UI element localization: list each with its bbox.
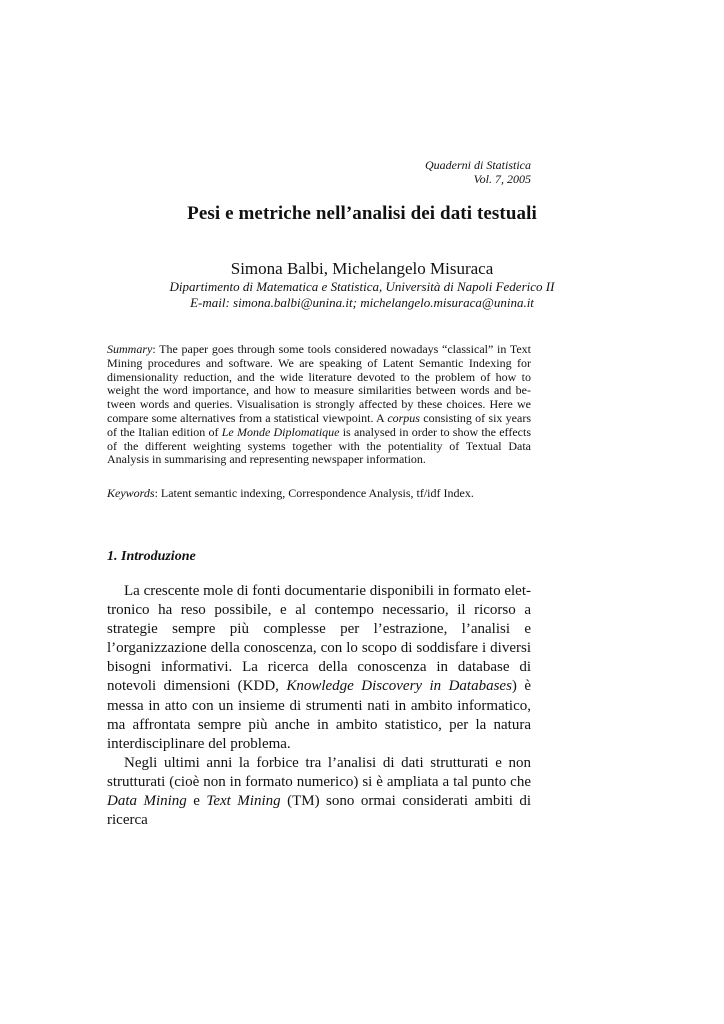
section-title: 1. Introduzione <box>107 549 196 564</box>
abstract <box>107 343 531 467</box>
p2-data-mining: Data Mining <box>107 793 187 810</box>
p1-text-2: ) è messa in atto con un insieme di strumenti nati in ambito informatico, ma affrontata sempre più anche in ambito statistico, per la natura interdisciplinare del problema. <box>107 678 531 752</box>
p2-text-1: Negli ultimi anni la forbice tra l’analisi di dati strutturati e non strutturati (cioè non in formato numerico) si è ampliata a tal punto che <box>107 754 531 790</box>
p2-text-2: e <box>186 793 207 810</box>
journal-header <box>425 158 531 186</box>
affiliation: Dipartimento di Matematica e Statistica, Università di Napoli Federico II <box>169 279 555 294</box>
paper-authors: Simona Balbi, Michelangelo Misuraca <box>230 259 494 278</box>
summary-corpus: corpus <box>387 410 420 425</box>
p1-kdd: Knowledge Discovery in Databases <box>286 678 512 695</box>
email: E-mail: simona.balbi@unina.it; michelangelo.misuraca@unina.it <box>190 295 534 310</box>
paragraph-1 <box>107 582 531 754</box>
paragraph-2 <box>107 754 531 830</box>
p1-text-1: La crescente mole di fonti documentarie disponibili in formato elettronico ha reso possibile, e al contempo necessario, il ricorso a strategie sempre più complesse per l’estrazione, l’analisi e l’organizzazione della conoscenza, con lo scopo di soddisfare i diversi bisogni informativi. La ricerca della conoscenza in database di notevoli dimensioni (KDD, <box>107 583 531 695</box>
journal-name: Quaderni di Statistica <box>425 158 531 172</box>
summary-text-2: consisting of six years of the Italian edition of <box>107 410 531 439</box>
body-text <box>107 582 531 830</box>
p2-text-mining: Text Mining <box>206 793 281 810</box>
p2-text-3: (TM) sono ormai considerati ambiti di ricerca <box>107 793 531 829</box>
summary-monde: Le Monde Diplomatique <box>221 424 340 439</box>
paper-title: Pesi e metriche nell’analisi dei dati testuali <box>187 203 537 224</box>
summary-label: Summary <box>107 342 153 356</box>
keywords-text: : Latent semantic indexing, Correspondence Analysis, tf/idf Index. <box>154 486 474 500</box>
keywords-label: Keywords <box>107 486 155 500</box>
keywords <box>107 486 531 500</box>
author-affiliation-block <box>0 279 724 311</box>
journal-volume: Vol. 7, 2005 <box>473 172 531 186</box>
summary-text-1: : The paper goes through some tools considered nowadays “classical” in Text Mining procedures and software. We are speaking of Latent Semantic Indexing for dimensionality reduction, and the wide literature devoted to the problem of how to weight the word importance, and how to measure similarities between words and between words and queries. Visualisation is strongly affected by these choices. Here we compare some alternatives from a statistical viewpoint. A <box>107 342 531 425</box>
summary-text-3: is analysed in order to show the effects of the different weighting systems together with the potentiality of Textual Data Analysis in summarising and representing newspaper information. <box>107 424 531 467</box>
